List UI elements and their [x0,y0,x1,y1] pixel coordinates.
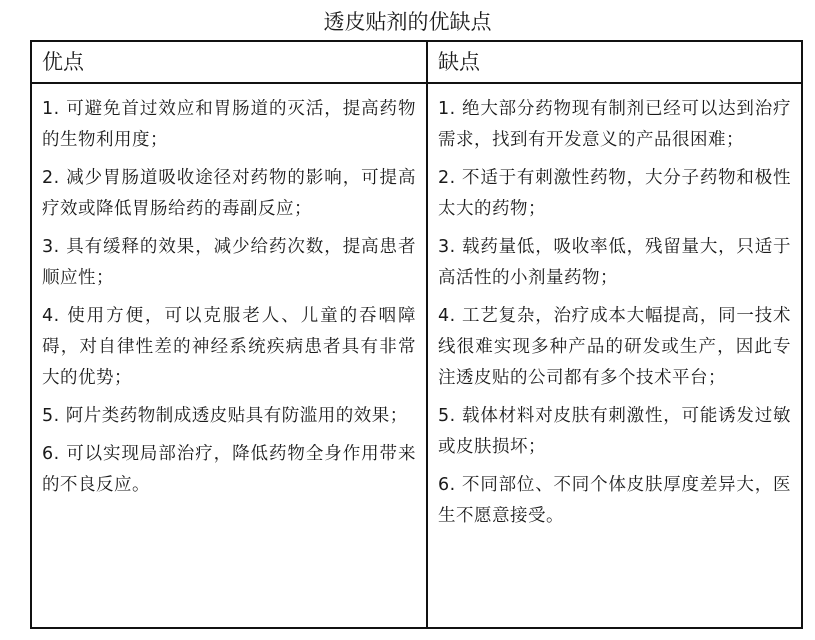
cons-item: 6. 不同部位、不同个体皮肤厚度差异大，医生不愿意接受。 [438,475,791,526]
page-title: 透皮贴剂的优缺点 [323,10,492,34]
pros-item: 4. 使用方便，可以克服老人、儿童的吞咽障碍，对自律性差的神经系统疾病患者具有非常大的优势； [42,306,416,388]
cons-item: 3. 载药量低，吸收率低，残留量大，只适于高活性的小剂量药物； [438,237,791,288]
cons-item: 1. 绝大部分药物现有制剂已经可以达到治疗需求，找到有开发意义的产品很困难； [438,99,791,150]
cons-header: 缺点 [427,41,802,83]
table-body-row [31,83,802,628]
pros-item: 3. 具有缓释的效果，减少给药次数，提高患者顺应性； [42,237,416,288]
pros-item: 6. 可以实现局部治疗，降低药物全身作用带来的不良反应。 [42,444,416,495]
pros-cons-table [30,40,803,629]
cons-item: 5. 载体材料对皮肤有刺激性，可能诱发过敏或皮肤损坏； [438,406,791,457]
pros-item: 5. 阿片类药物制成透皮贴具有防滥用的效果； [42,406,408,426]
pros-item: 2. 减少胃肠道吸收途径对药物的影响，可提高疗效或降低胃肠给药的毒副反应； [42,168,416,219]
pros-column [31,83,427,628]
pros-header: 优点 [31,41,427,83]
cons-item: 2. 不适于有刺激性药物，大分子药物和极性太大的药物； [438,168,791,219]
table-header-row [31,41,802,83]
cons-item: 4. 工艺复杂，治疗成本大幅提高，同一技术线很难实现多种产品的研发或生产，因此专注透皮贴的公司都有多个技术平台； [438,306,791,388]
pros-item: 1. 可避免首过效应和胃肠道的灭活，提高药物的生物利用度； [42,99,416,150]
cons-column [427,83,802,628]
